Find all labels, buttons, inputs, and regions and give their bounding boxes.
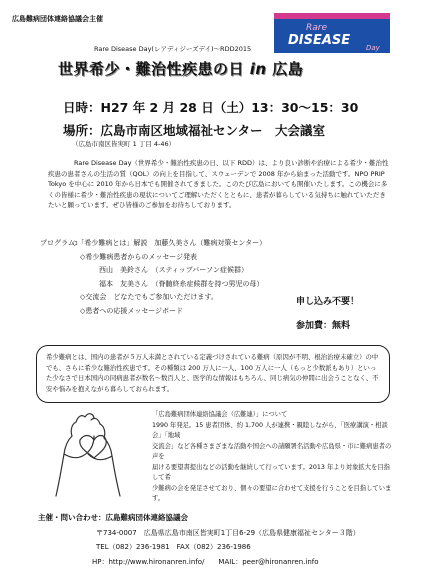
contact-phone: TEL（082）236-1981 FAX（082）236-1986 (96, 543, 251, 551)
logo-word-disease: DISEASE (288, 33, 351, 48)
logo-word-rare: Rare (306, 23, 328, 33)
program-item: ◇「希少難病とは」解説 加藤久美さん（難病対策センター） (72, 239, 267, 247)
event-datetime: 日時：H27 年 2 月 28 日（土）13：30～15：30 (63, 100, 359, 115)
organization-info (152, 410, 396, 505)
participation-fee: 参加費：無料 (296, 321, 351, 331)
program-item: 西山 美鈴さん （スティッブバーソン症候群） (92, 266, 248, 274)
info-line: 1990 年発足。15 患者団体、約 1,700 人が連携・親睦しながら、「医療講演・相談会」「地域 (152, 421, 388, 439)
contact-address: 〒734-0007 広島県広島市南区皆実町1丁目6-29（広島県健康福祉センター３階） (96, 529, 360, 537)
no-registration-note: 申し込み不要！ (296, 297, 360, 307)
info-line: 「広島難病団体連絡協議会（広難連）」について (152, 411, 288, 418)
contact-label: 主催・問い合わせ：広島難病団体連絡協議会 (38, 513, 188, 522)
program-item: ◇患者への応援メッセージボード (80, 307, 183, 315)
info-line: 交流会」など各種さまざまな活動や国会への請願署名活動や広島県・市に難病患者の声を (152, 442, 392, 460)
logo-word-day: Day (366, 44, 380, 52)
caring-hands-icon (50, 400, 126, 500)
page-title (58, 58, 303, 79)
program-item: 福本 友美さん （脊髄終糸症候群を持つ男児の母） (92, 280, 264, 288)
info-line: 届ける要望書提出などの活動を継続して行っています。2013 年より対象拡大を目指して希 (152, 463, 390, 481)
program-label: プログラム： (40, 239, 82, 247)
event-venue: 場所：広島市南区地域福祉センター 大会議室 (63, 123, 326, 138)
venue-address: （広島市南区皆実町 1 丁目 4-46） (72, 140, 176, 148)
intro-paragraph: Rare Disease Day（世界希少・難治性疾患の日、以下 RDD）は、より良い診断や治療による希少・難治性疾患の患者さんの生活の質（QOL）の向上を目指して、スウェーデンで 2008 年から始まった活動です。NPO PRIP Tokyo を中心に 2010 年から日本でも開催されてきました。このたび広島においても開催いたします。この機会に多くの皆様に希少・難治性疾患の現状についてご理解いただくとともに、患者が暮らしている気持ちに触れていただきたいと願っています。ぜひ皆様のご参加をお待ちしております。 (48, 159, 389, 209)
program-item: ◇交流会 どなたでもご参加いただけます。 (80, 293, 218, 301)
title-tail: 広島 (266, 60, 304, 78)
program-item: ◇希少難病患者からのメッセージ発表 (80, 253, 197, 261)
title-accent: in (249, 60, 267, 78)
notice-text: 希少難病とは、国内の患者が５万人未満とされている定義づけされている難病（原因が不明、根治治療未確立）の中でも、さらに希少な難治性疾患です。その種類は 200 万人に一人、100 万人に一人（もっと少数派もあり）といった少なさで日本国内の同病患者が数名～数百人と、医学的な情報はもちろん、同じ病気の仲間に出会うことなく、不安や悩みを抱えながら暮らしておられます。 (46, 353, 379, 393)
rare-disease-notice (36, 345, 390, 403)
organizer-line: 広島難病団体連絡協議会主催 (12, 15, 103, 23)
contact-web[interactable]: HP：http://www.hironanren.info/ MAIL：peer@hironanren.info (92, 558, 319, 566)
rare-disease-day-logo (274, 13, 390, 53)
event-subtitle: Rare Disease Day(レアディジーズデイ)～RDD2015 (94, 45, 252, 53)
title-main: 世界希少・難治性疾患の日 (58, 60, 250, 78)
info-line: 少難病の会を発足させており、個々の要望に合わせて支援を行うことを目指しています。 (152, 484, 392, 502)
intro-text (48, 158, 392, 211)
